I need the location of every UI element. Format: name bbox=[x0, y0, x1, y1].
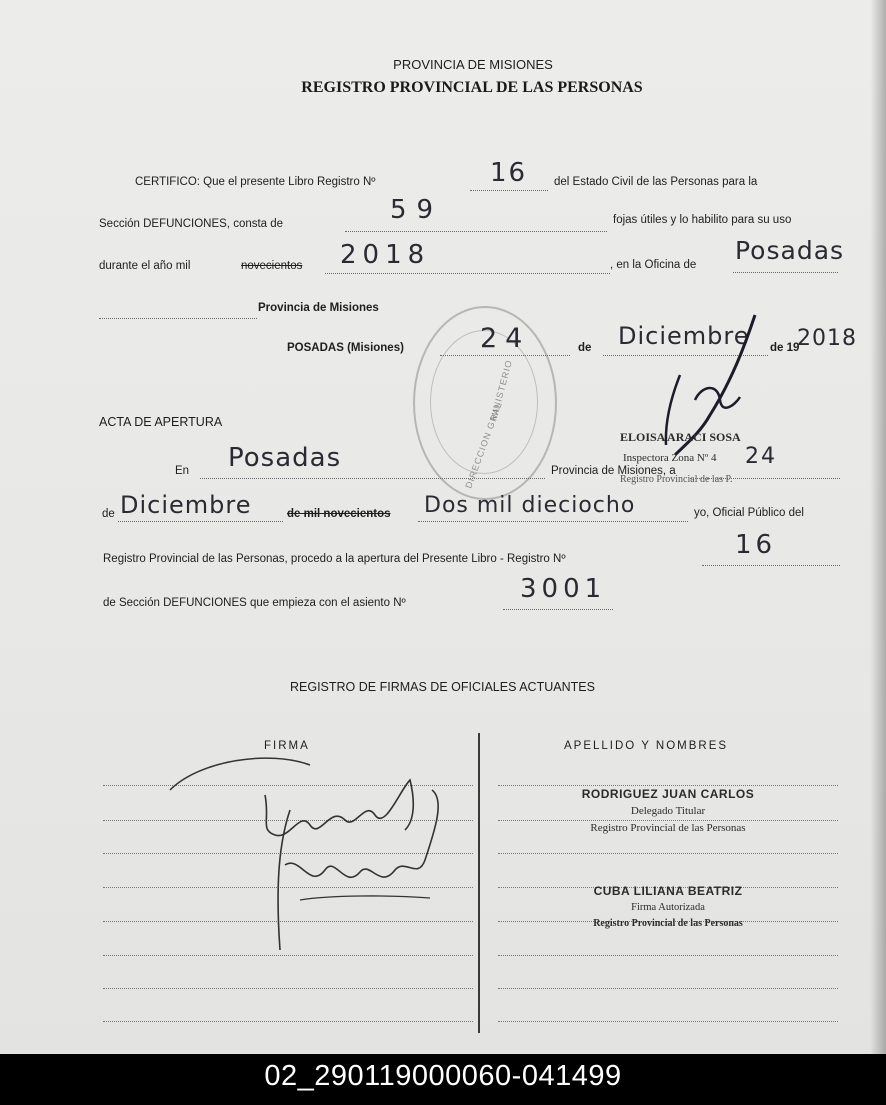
official-signatures-icon bbox=[160, 750, 460, 960]
cert-line3-struck: novecientos bbox=[241, 260, 303, 272]
official-2-name: CUBA LILIANA BEATRIZ bbox=[593, 884, 743, 898]
opening-act-day: 24 bbox=[745, 444, 777, 469]
dotted-field bbox=[200, 478, 545, 479]
dotted-field bbox=[418, 521, 688, 522]
dotted-field bbox=[345, 231, 607, 232]
official-2-org: Registro Provincial de las Personas bbox=[593, 918, 743, 929]
document-code: 02_290119000060-041499 bbox=[264, 1060, 622, 1092]
names-row-line bbox=[498, 1021, 838, 1022]
cert-line1-b: del Estado Civil de las Personas para la bbox=[554, 176, 758, 188]
opening-act-de: de bbox=[102, 508, 115, 520]
dotted-field bbox=[99, 318, 257, 319]
official-1-org: Registro Provincial de las Personas bbox=[590, 822, 746, 834]
cert-year-written: 2018 bbox=[797, 326, 857, 351]
dotted-field bbox=[470, 190, 548, 191]
opening-act-official: yo, Oficial Público del bbox=[694, 507, 804, 519]
dotted-field bbox=[440, 355, 570, 356]
opening-act-month: Diciembre bbox=[120, 491, 252, 519]
col-firma-header: FIRMA bbox=[264, 740, 310, 752]
opening-act-book-number: 16 bbox=[735, 530, 777, 560]
cert-line1-a: CERTIFICO: Que el presente Libro Registro Nº bbox=[135, 176, 376, 188]
cert-year-suffix: de 19 bbox=[770, 342, 800, 354]
signature-row-line bbox=[103, 1021, 473, 1022]
cert-line3-a: durante el año mil bbox=[99, 260, 191, 272]
col-names-header: APELLIDO Y NOMBRES bbox=[564, 740, 729, 752]
opening-act-section-line: de Sección DEFUNCIONES que empieza con el asiento Nº bbox=[103, 597, 406, 609]
opening-act-year-words: Dos mil dieciocho bbox=[424, 493, 636, 518]
cert-de: de bbox=[578, 342, 592, 354]
inspector-org: Registro Provincial de las P. bbox=[620, 474, 733, 485]
names-row-line bbox=[498, 988, 838, 989]
inspector-role: Inspectora Zona Nº 4 bbox=[623, 452, 717, 464]
header-province: PROVINCIA DE MISIONES bbox=[393, 57, 553, 72]
signature-row-line bbox=[103, 988, 473, 989]
cert-year: 2018 bbox=[340, 240, 431, 270]
dotted-field bbox=[690, 478, 840, 479]
paper-edge-shadow bbox=[870, 0, 886, 1054]
dotted-field bbox=[702, 565, 840, 566]
cert-day: 24 bbox=[480, 323, 531, 354]
opening-act-city: Posadas bbox=[228, 443, 342, 473]
opening-act-registro-line: Registro Provincial de las Personas, procedo a la apertura del Presente Libro - Registro Nº bbox=[103, 553, 566, 565]
dotted-field bbox=[118, 521, 283, 522]
cert-month: Diciembre bbox=[618, 322, 750, 350]
official-1-name: RODRIGUEZ JUAN CARLOS bbox=[581, 787, 755, 801]
inspector-name: ELOISA ARACI SOSA bbox=[620, 430, 741, 444]
seal-text: MINISTERIO bbox=[488, 358, 515, 422]
header-registry: REGISTRO PROVINCIAL DE LAS PERSONAS bbox=[301, 79, 643, 96]
official-1-role: Delegado Titular bbox=[630, 805, 706, 817]
opening-act-province: Provincia de Misiones, a bbox=[551, 465, 676, 477]
cert-place: POSADAS (Misiones) bbox=[287, 342, 404, 354]
column-divider bbox=[478, 733, 480, 1033]
opening-act-title: ACTA DE APERTURA bbox=[99, 415, 223, 429]
cert-line3-b: , en la Oficina de bbox=[610, 259, 697, 271]
seal-text: DIRECCION GRAL bbox=[463, 400, 505, 490]
cert-line2-a: Sección DEFUNCIONES, consta de bbox=[99, 218, 284, 230]
opening-act-entry-number: 3001 bbox=[520, 574, 607, 604]
opening-act-struck: de mil novecientos bbox=[287, 508, 391, 520]
cert-line4: Provincia de Misiones bbox=[258, 302, 379, 314]
names-row-line bbox=[498, 785, 838, 786]
names-row-line bbox=[498, 820, 838, 821]
dotted-field bbox=[733, 272, 838, 273]
names-row-line bbox=[498, 853, 838, 854]
signatures-title: REGISTRO DE FIRMAS DE OFICIALES ACTUANTES bbox=[290, 680, 595, 694]
cert-office: Posadas bbox=[735, 236, 845, 265]
official-2-role: Firma Autorizada bbox=[631, 902, 705, 913]
opening-act-en: En bbox=[175, 465, 190, 477]
dotted-field bbox=[325, 273, 610, 274]
cert-book-number: 16 bbox=[490, 158, 528, 188]
dotted-field bbox=[503, 609, 613, 610]
cert-line2-b: fojas útiles y lo habilito para su uso bbox=[613, 214, 792, 226]
names-row-line bbox=[498, 955, 838, 956]
cert-pages-count: 59 bbox=[390, 195, 444, 225]
footer-bar bbox=[0, 1054, 886, 1105]
